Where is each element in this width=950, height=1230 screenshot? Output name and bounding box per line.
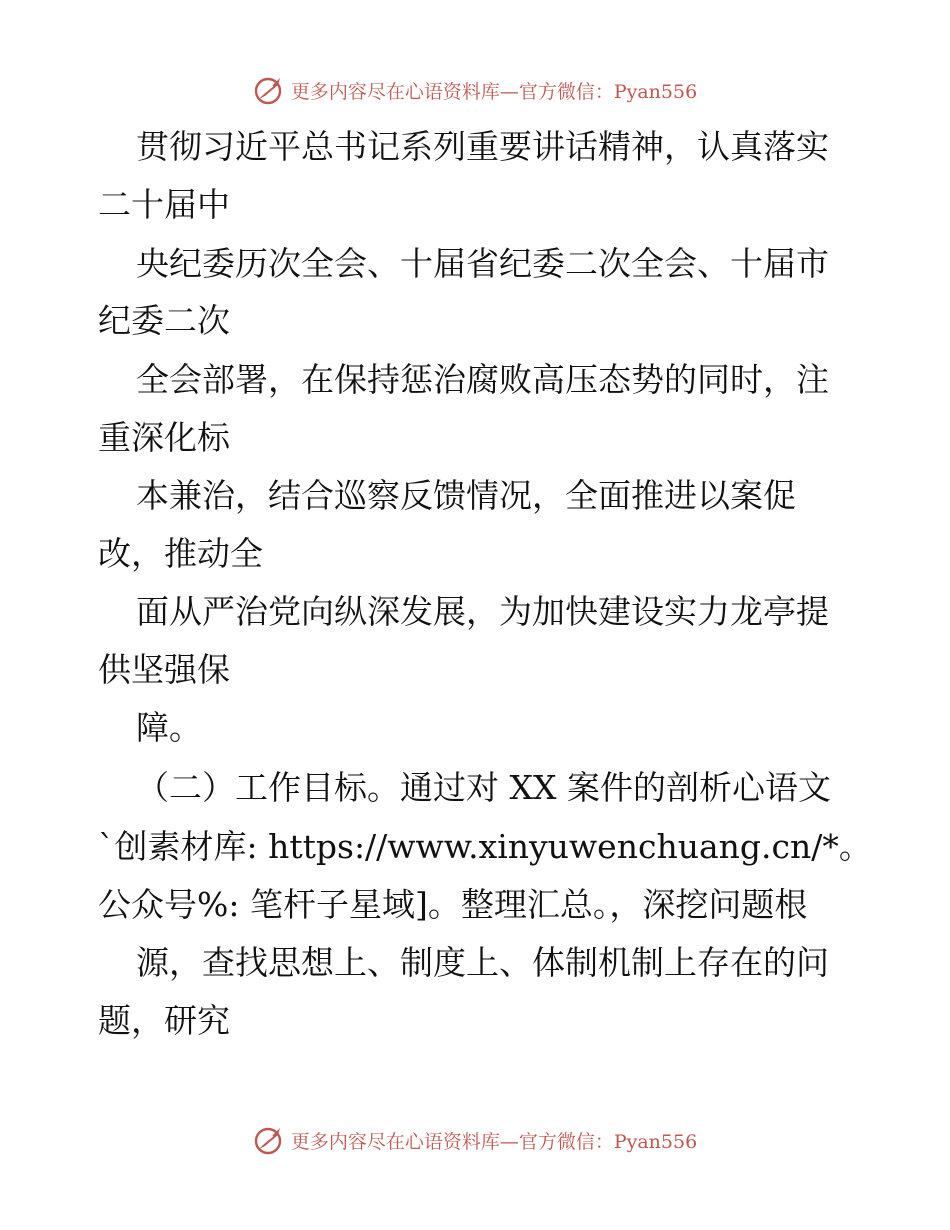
text-line: 障。 [136,708,202,747]
header-banner-text: 更多内容尽在心语资料库—官方微信：Pyan556 [290,80,698,103]
footer-banner-text: 更多内容尽在心语资料库—官方微信：Pyan556 [290,1130,698,1153]
text-line: 供坚强保 [98,650,230,689]
text-line: 全会部署，在保持惩治腐败高压态势的同时，注 [136,360,829,399]
text-line: （二）工作目标。通过对 XX 案件的剖析心语文 [136,768,831,807]
text-line: 二十届中 [98,185,230,224]
text-line: 纪委二次 [98,301,230,340]
quill-logo-icon [253,74,285,106]
footer-banner [0,1120,950,1160]
text-line: 公众号%: 笔杆子星域]。整理汇总。，深挖问题根 [98,885,808,924]
text-line: 面从严治党向纵深发展，为加快建设实力龙亭提 [136,592,829,631]
text-line: 题，研究 [98,1001,230,1040]
text-line: 源，查找思想上、制度上、体制机制上存在的问 [136,943,829,982]
text-line: `创素材库: https://www.xinyuwenchuang.cn/*。 [98,827,872,866]
text-line: 央纪委历次全会、十届省纪委二次全会、十届市 [136,244,829,283]
quill-logo-icon [253,1124,285,1156]
text-line: 贯彻习近平总书记系列重要讲话精神，认真落实 [136,127,829,166]
text-line: 本兼治，结合巡察反馈情况，全面推进以案促 [136,476,796,515]
text-line: 重深化标 [98,418,230,457]
header-banner [0,70,950,110]
text-line: 改，推动全 [98,534,263,573]
